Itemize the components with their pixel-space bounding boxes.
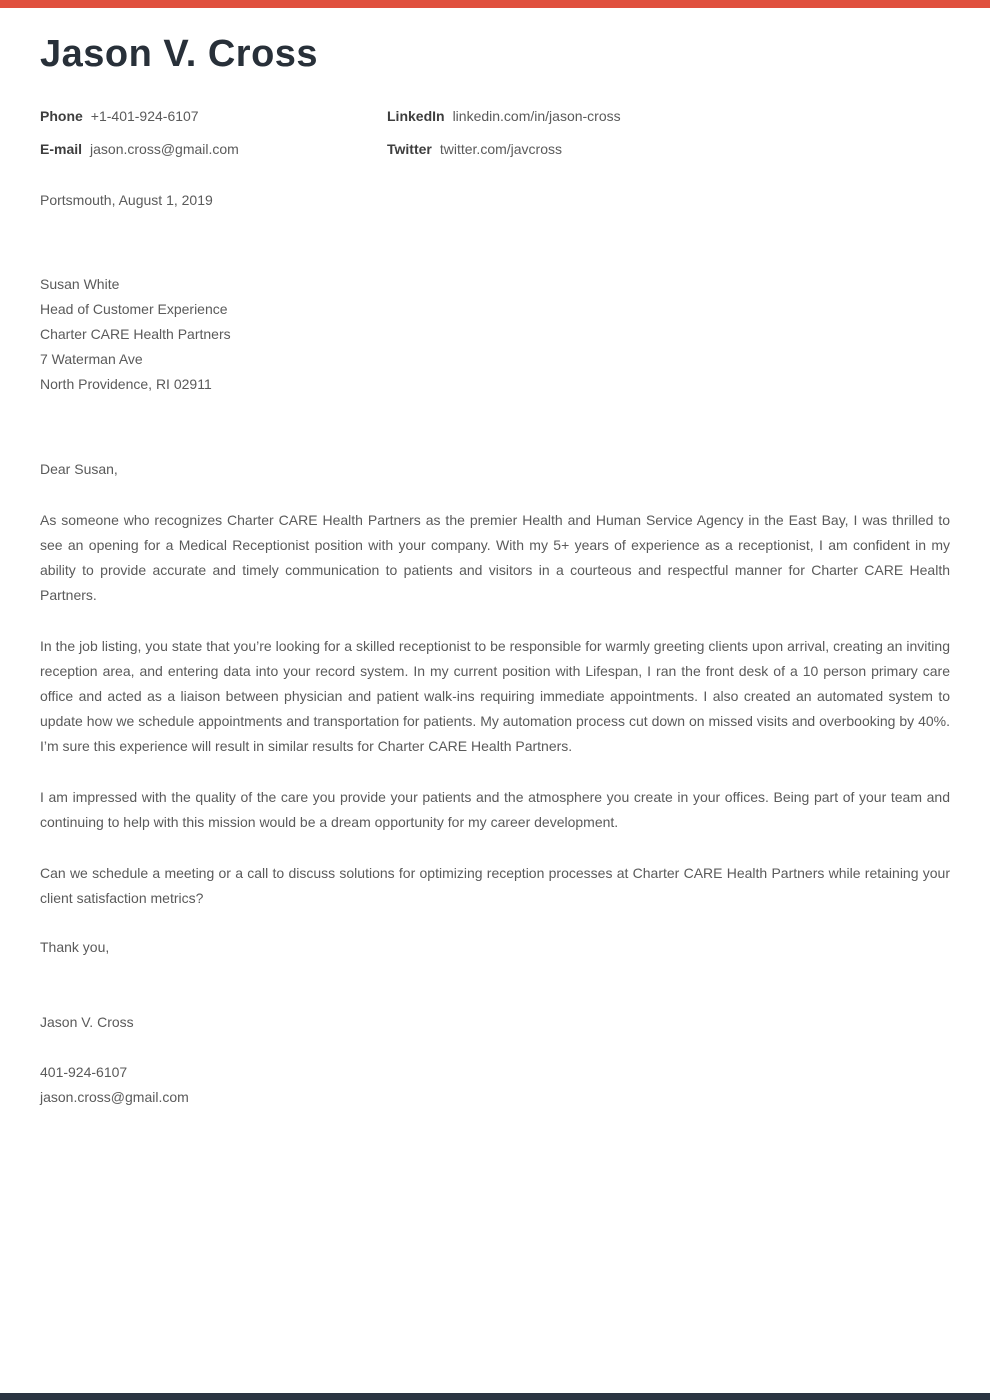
body-paragraph-2: In the job listing, you state that you’re looking for a skilled receptionist to be responsible for warmly greeting clients upon arrival, creating an inviting reception area, and entering data into your record system. In my current position with Lifespan, I ran the front desk of a 10 person primary care office and acted as a liaison between physician and patient walk-ins requiring immediate appointments. I also created an automated system to update how we schedule appointments and transportation for patients. My automation process cut down on missed visits and overbooking by 40%. I’m sure this experience will result in similar results for Charter CARE Health Partners. (40, 637, 950, 754)
top-accent-bar (0, 0, 990, 8)
linkedin-value: linkedin.com/in/jason-cross (452, 107, 621, 124)
recipient-block (40, 272, 950, 397)
recipient-city: North Providence, RI 02911 (40, 375, 212, 392)
contact-item-phone (40, 106, 387, 126)
contact-item-email (40, 139, 387, 159)
body-paragraph-4: Can we schedule a meeting or a call to discuss solutions for optimizing reception processes at Charter CARE Health Partners while retaining your client satisfaction metrics? (40, 864, 950, 906)
closing: Thank you, (40, 938, 110, 955)
bottom-accent-bar (0, 1393, 990, 1400)
page-title: Jason V. Cross (40, 33, 319, 75)
recipient-role: Head of Customer Experience (40, 300, 228, 317)
phone-label: Phone (40, 107, 83, 124)
email-value: jason.cross@gmail.com (90, 140, 239, 157)
contact-info-grid (40, 106, 950, 159)
recipient-name: Susan White (40, 275, 120, 292)
contact-item-linkedin (387, 106, 950, 126)
twitter-value: twitter.com/javcross (439, 140, 562, 157)
signature-name: Jason V. Cross (40, 1013, 134, 1030)
signature-contact-block (40, 1060, 950, 1110)
phone-value: +1-401-924-6107 (90, 107, 199, 124)
salutation: Dear Susan, (40, 460, 118, 477)
contact-item-twitter (387, 139, 950, 159)
letter-body (40, 188, 950, 1110)
signature-email: jason.cross@gmail.com (40, 1088, 189, 1105)
body-paragraph-3: I am impressed with the quality of the care you provide your patients and the atmosphere you create in your offices. Being part of your team and continuing to help with this mission would be a dream opportunity for my career development. (40, 788, 950, 830)
twitter-label: Twitter (387, 140, 432, 157)
recipient-street: 7 Waterman Ave (40, 350, 143, 367)
email-label: E-mail (40, 140, 83, 157)
signature-phone: 401-924-6107 (40, 1063, 128, 1080)
body-paragraph-1: As someone who recognizes Charter CARE Health Partners as the premier Health and Human Service Agency in the East Bay, I was thrilled to see an opening for a Medical Receptionist position with your company. With my 5+ years of experience as a receptionist, I am confident in my ability to provide accurate and timely communication to patients and visitors in a courteous and respectful manner for Charter CARE Health Partners. (40, 511, 950, 603)
recipient-company: Charter CARE Health Partners (40, 325, 231, 342)
linkedin-label: LinkedIn (387, 107, 445, 124)
dateline: Portsmouth, August 1, 2019 (40, 191, 213, 208)
